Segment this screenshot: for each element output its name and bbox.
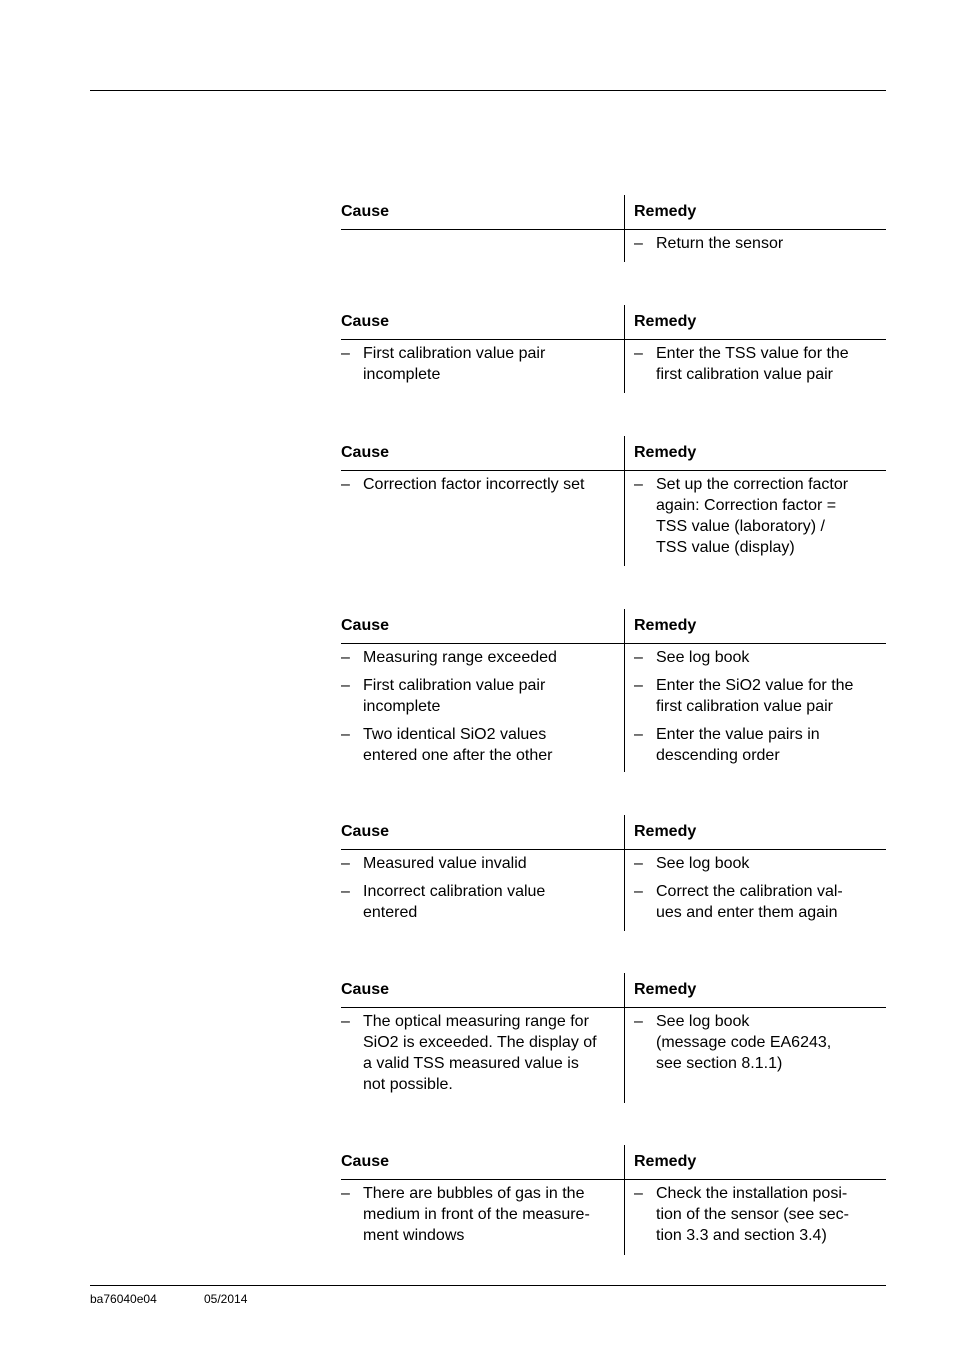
footer-rule <box>90 1285 886 1286</box>
remedy-text: Check the installation posi- tion of the sensor (see sec- tion 3.3 and section 3.4) <box>656 1185 849 1244</box>
cause-column <box>341 853 624 930</box>
cause-column <box>341 233 624 261</box>
remedy-item <box>634 1011 886 1074</box>
remedy-item <box>634 233 886 254</box>
cause-remedy-table <box>341 195 886 262</box>
cause-column <box>341 474 624 565</box>
dash-bullet: – <box>341 649 350 666</box>
table-body <box>341 644 886 773</box>
cause-header: Cause <box>341 1153 390 1170</box>
remedy-column <box>624 233 886 261</box>
cause-remedy-table <box>341 973 886 1103</box>
dash-bullet: – <box>634 345 643 362</box>
dash-bullet: – <box>634 1185 643 1202</box>
remedy-header: Remedy <box>634 981 697 998</box>
remedy-item <box>634 724 886 766</box>
dash-bullet: – <box>341 345 350 362</box>
cause-column <box>341 1011 624 1102</box>
remedy-text: Set up the correction factor again: Correction factor = TSS value (laboratory) / TSS value (display) <box>656 476 849 556</box>
dash-bullet: – <box>341 883 350 900</box>
cause-column <box>341 343 624 392</box>
remedy-header: Remedy <box>634 1153 697 1170</box>
remedy-column <box>624 474 886 565</box>
table-body <box>341 850 886 930</box>
dash-bullet: – <box>634 1013 643 1030</box>
cause-header: Cause <box>341 444 390 461</box>
dash-bullet: – <box>634 726 643 743</box>
remedy-item <box>634 675 886 717</box>
remedy-column <box>624 647 886 773</box>
remedy-column <box>624 1011 886 1102</box>
dash-bullet: – <box>634 883 643 900</box>
cause-remedy-table <box>341 815 886 931</box>
remedy-text: Correct the calibration val- ues and enter them again <box>656 883 843 921</box>
dash-bullet: – <box>634 649 643 666</box>
remedy-header: Remedy <box>634 617 697 634</box>
table-header <box>341 305 886 340</box>
cause-column <box>341 647 624 773</box>
remedy-column <box>624 343 886 392</box>
cause-text: Measuring range exceeded <box>363 649 557 666</box>
remedy-column <box>624 853 886 930</box>
table-header <box>341 609 886 644</box>
table-body <box>341 1180 886 1253</box>
header-rule <box>90 90 886 91</box>
remedy-item <box>634 1183 886 1246</box>
dash-bullet: – <box>341 726 350 743</box>
remedy-header: Remedy <box>634 313 697 330</box>
remedy-header: Remedy <box>634 444 697 461</box>
remedy-text: Enter the SiO2 value for the first calibration value pair <box>656 677 854 715</box>
remedy-column <box>624 1183 886 1253</box>
cause-text: There are bubbles of gas in the medium in front of the measure- ment windows <box>363 1185 590 1244</box>
cause-header: Cause <box>341 823 390 840</box>
table-header <box>341 815 886 850</box>
remedy-item <box>634 343 886 385</box>
remedy-header: Remedy <box>634 203 697 220</box>
cause-item <box>341 647 616 668</box>
cause-text: First calibration value pair incomplete <box>363 345 546 383</box>
footer-date: 05/2014 <box>204 1292 248 1306</box>
table-header <box>341 195 886 230</box>
dash-bullet: – <box>634 677 643 694</box>
dash-bullet: – <box>341 855 350 872</box>
cause-header: Cause <box>341 617 390 634</box>
cause-remedy-table <box>341 305 886 393</box>
dash-bullet: – <box>341 1013 350 1030</box>
footer-doc-number: ba76040e04 <box>90 1292 157 1306</box>
table-header <box>341 973 886 1008</box>
cause-text: Two identical SiO2 values entered one after the other <box>363 726 553 764</box>
table-body <box>341 340 886 392</box>
remedy-item <box>634 474 886 558</box>
dash-bullet: – <box>341 476 350 493</box>
dash-bullet: – <box>341 677 350 694</box>
cause-item <box>341 1011 616 1095</box>
dash-bullet: – <box>634 235 643 252</box>
cause-item <box>341 853 616 874</box>
remedy-item <box>634 881 886 923</box>
remedy-text: See log book <box>656 649 750 666</box>
cause-item <box>341 881 616 923</box>
remedy-text: See log book <box>656 855 750 872</box>
remedy-item <box>634 853 886 874</box>
remedy-item <box>634 647 886 668</box>
cause-text: First calibration value pair incomplete <box>363 677 546 715</box>
cause-header: Cause <box>341 981 390 998</box>
remedy-text: Enter the TSS value for the first calibration value pair <box>656 345 849 383</box>
cause-remedy-table <box>341 436 886 566</box>
cause-text: The optical measuring range for SiO2 is exceeded. The display of a valid TSS measured value is not possible. <box>363 1013 597 1093</box>
remedy-header: Remedy <box>634 823 697 840</box>
cause-item <box>341 724 616 766</box>
table-body <box>341 1008 886 1102</box>
dash-bullet: – <box>634 476 643 493</box>
cause-text: Correction factor incorrectly set <box>363 476 585 493</box>
remedy-text: See log book (message code EA6243, see section 8.1.1) <box>656 1013 832 1072</box>
cause-column <box>341 1183 624 1253</box>
cause-item <box>341 474 616 495</box>
cause-header: Cause <box>341 313 390 330</box>
table-header <box>341 436 886 471</box>
cause-remedy-table <box>341 1145 886 1255</box>
cause-text: Measured value invalid <box>363 855 527 872</box>
dash-bullet: – <box>341 1185 350 1202</box>
cause-header: Cause <box>341 203 390 220</box>
table-body <box>341 471 886 565</box>
table-body <box>341 230 886 261</box>
table-header <box>341 1145 886 1180</box>
remedy-text: Return the sensor <box>656 235 784 252</box>
cause-remedy-table <box>341 609 886 772</box>
remedy-text: Enter the value pairs in descending order <box>656 726 820 764</box>
cause-text: Incorrect calibration value entered <box>363 883 546 921</box>
cause-item <box>341 675 616 717</box>
cause-item <box>341 1183 616 1246</box>
cause-item <box>341 343 616 385</box>
dash-bullet: – <box>634 855 643 872</box>
